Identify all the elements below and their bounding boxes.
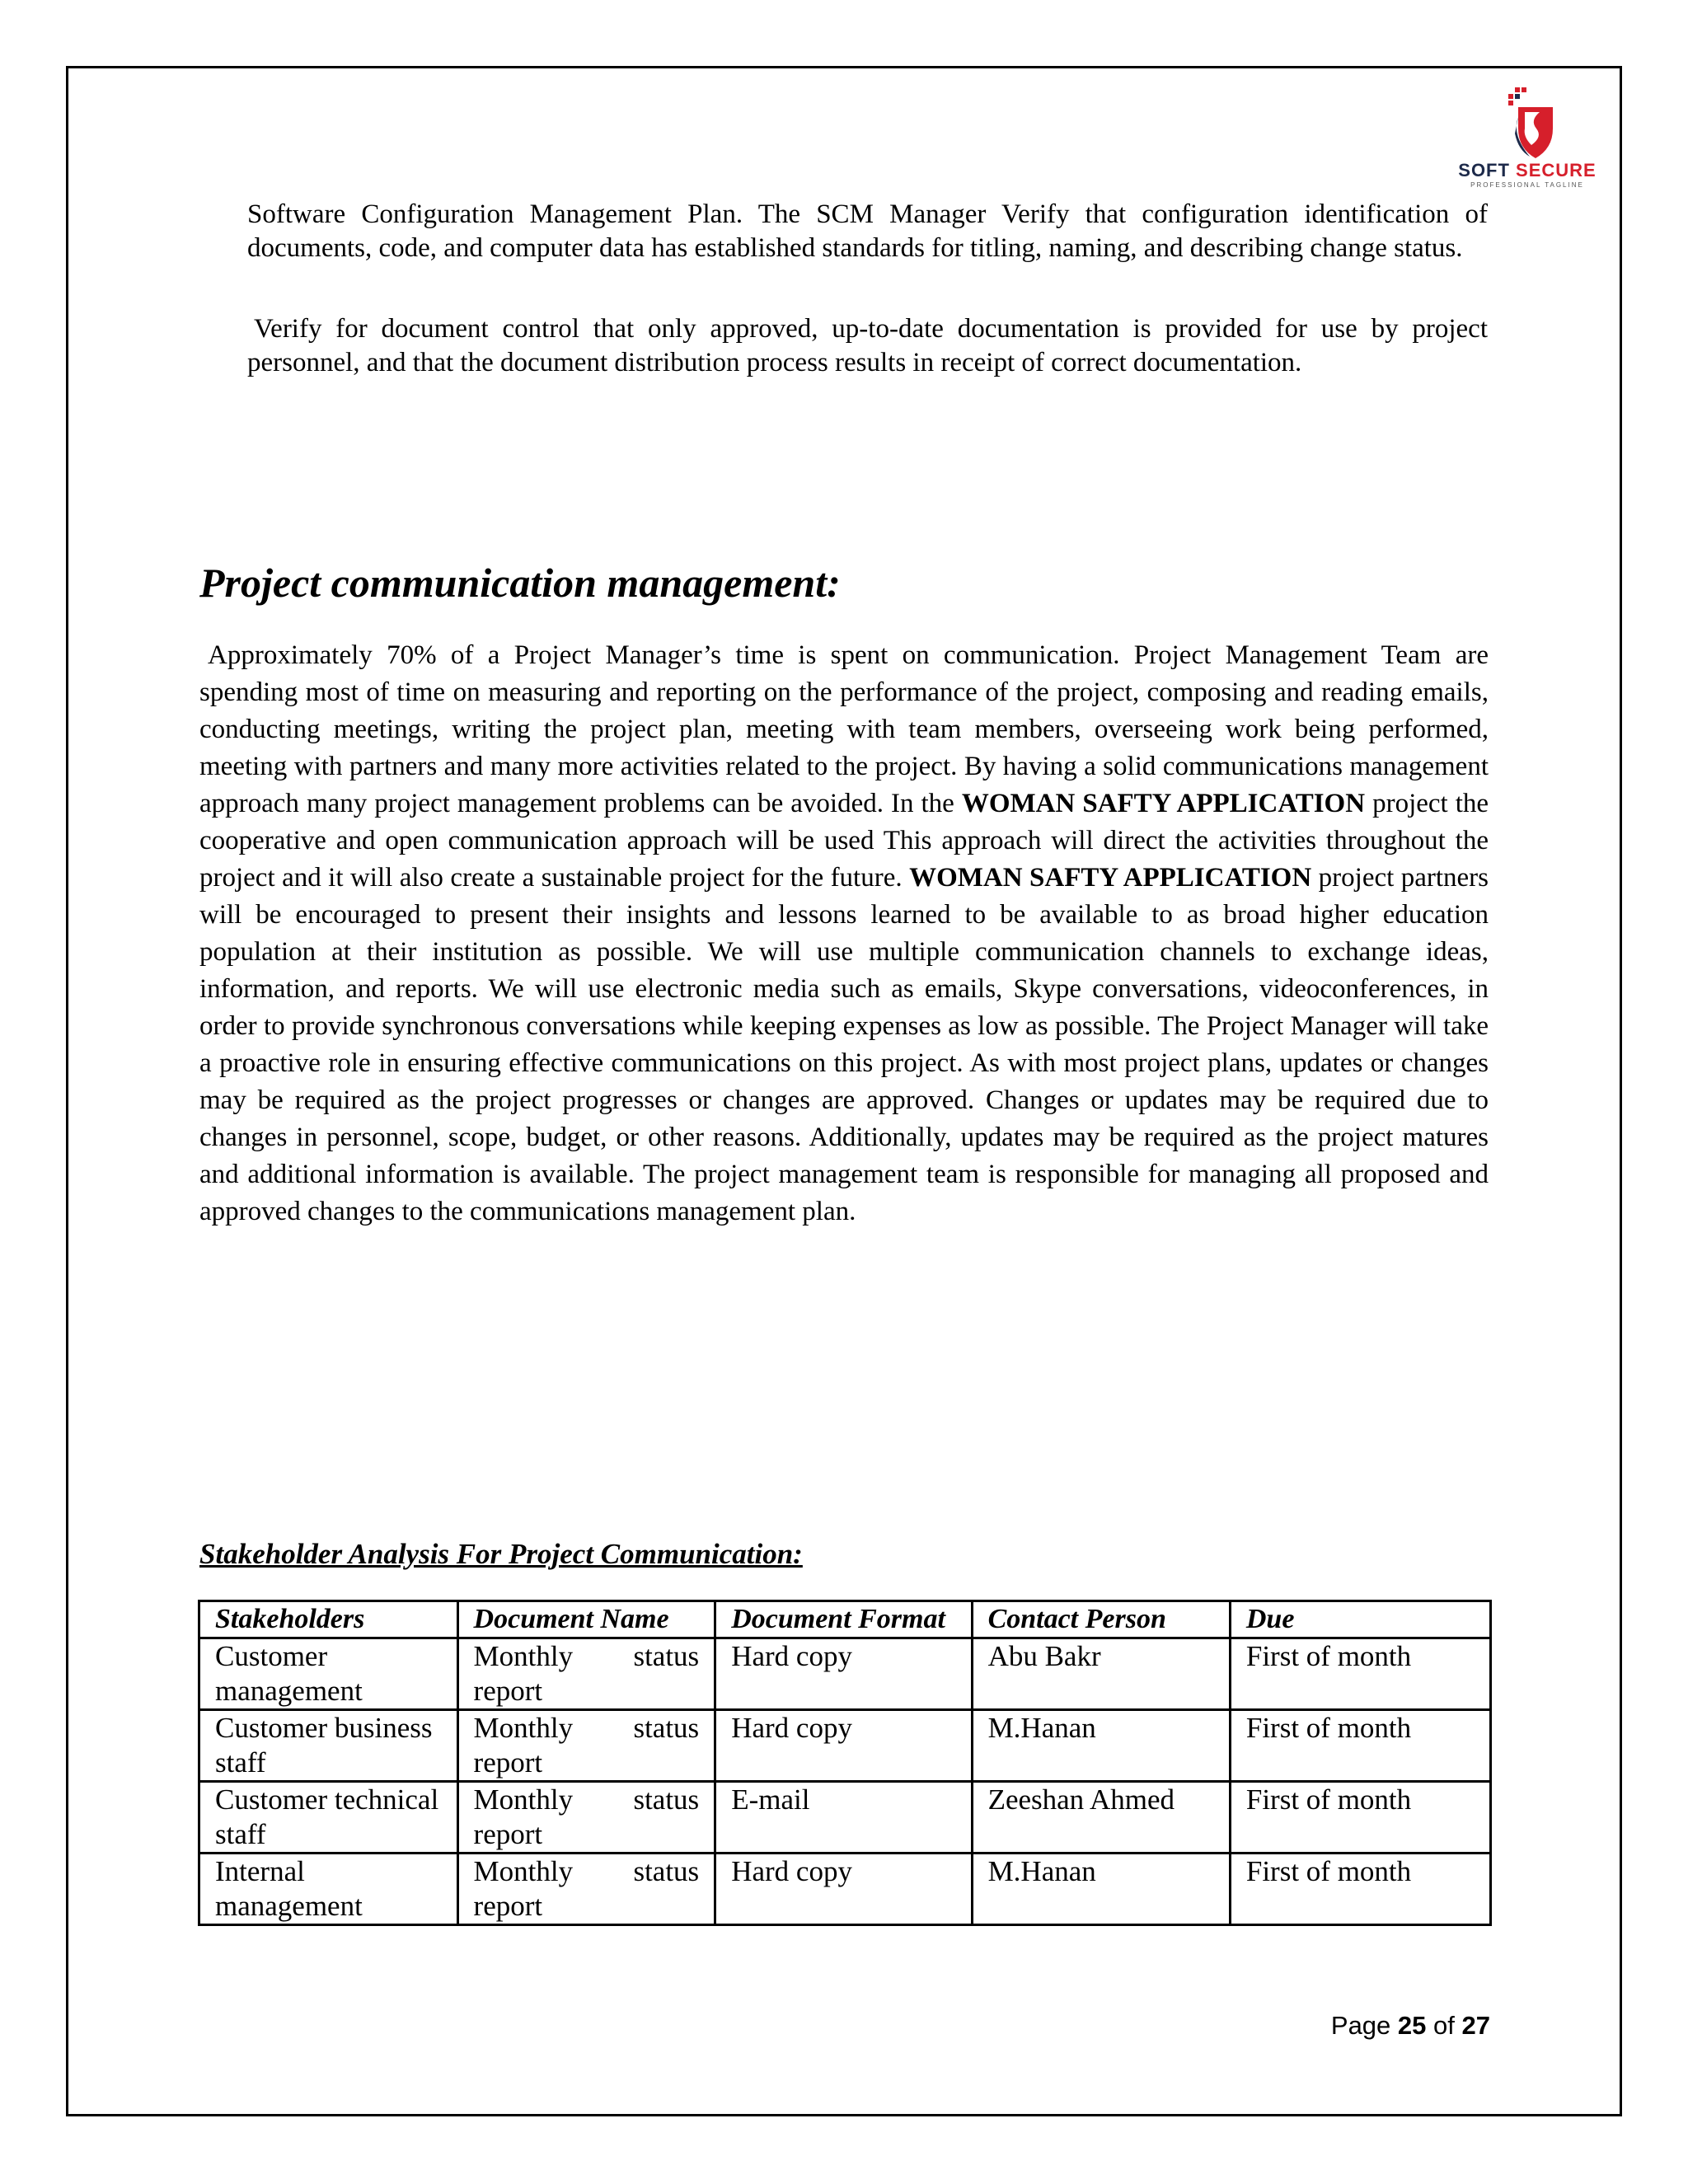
cell-contact-person: M.Hanan: [972, 1854, 1230, 1925]
table-row: [199, 1854, 1491, 1925]
of-word: of: [1433, 2011, 1455, 2040]
doc-name-word-2: status: [633, 1783, 700, 1816]
communication-paragraph: [199, 637, 1489, 1230]
cell-document-name: [457, 1854, 715, 1925]
soft-secure-logo: [1432, 84, 1622, 191]
intro-paragraph-2: [247, 312, 1488, 380]
cell-due: First of month: [1230, 1854, 1490, 1925]
doc-name-word-1: Monthly: [473, 1783, 574, 1816]
cell-contact-person: Abu Bakr: [972, 1638, 1230, 1710]
paragraph-text-c: project partners will be encouraged to present their insights and lessons learned to be available to as broad higher education population at their institution as possible. We will use multiple communication channels to exchange ideas, information, and reports. We will use electronic media such as emails, Skype conversations, videoconferences, in order to provide synchronous conversations while keeping expenses as low as possible. The Project Manager will take a proactive role in ensuring effective communications on this project. As with most project plans, updates or changes may be required as the project progresses or changes are approved. Changes or updates may be required due to changes in personnel, scope, budget, or other reasons. Additionally, updates may be required as the project matures and additional information is available. The project management team is responsible for managing all proposed and approved changes to the communications management plan.: [199, 863, 1489, 1226]
total-pages: 27: [1461, 2011, 1490, 2040]
table-header-row: [199, 1601, 1491, 1638]
cell-document-format: Hard copy: [715, 1710, 972, 1782]
header-due: Due: [1230, 1601, 1490, 1638]
section-heading: Project communication management:: [199, 560, 841, 606]
doc-name-word-3: report: [473, 1890, 543, 1922]
table-title: Stakeholder Analysis For Project Communication:: [199, 1538, 803, 1570]
cell-contact-person: Zeeshan Ahmed: [972, 1782, 1230, 1854]
current-page: 25: [1397, 2011, 1427, 2040]
cell-due: First of month: [1230, 1638, 1490, 1710]
doc-name-word-1: Monthly: [473, 1855, 574, 1887]
doc-name-word-1: Monthly: [473, 1640, 574, 1672]
header-document-format: Document Format: [715, 1601, 972, 1638]
doc-name-word-2: status: [633, 1712, 700, 1744]
cell-due: First of month: [1230, 1710, 1490, 1782]
logo-tagline: PROFESSIONAL TAGLINE: [1470, 181, 1584, 189]
cell-stakeholder: Customer business staff: [199, 1710, 458, 1782]
cell-document-name: [457, 1710, 715, 1782]
table-row: [199, 1638, 1491, 1710]
logo-name: SOFT SECURE: [1458, 160, 1597, 180]
doc-name-word-2: status: [633, 1640, 700, 1672]
cell-document-format: E-mail: [715, 1782, 972, 1854]
doc-name-word-3: report: [473, 1675, 543, 1707]
project-name-bold-2: WOMAN SAFTY APPLICATION: [909, 863, 1312, 893]
cell-stakeholder: Internal management: [199, 1854, 458, 1925]
paragraph-text-a: Approximately 70% of a Project Manager’s time is spent on communication. Project Management Team are spending most of time on measuring and reporting on the performance of the project, composing and reading emails, conducting meetings, writing the project plan, meeting with team members, overseeing work being performed, meeting with partners and many more activities related to the project. By having a solid communications management approach many project management problems can be avoided. In the: [199, 640, 1489, 818]
shield-logo-icon: [1432, 84, 1622, 160]
page-word: Page: [1330, 2011, 1391, 2040]
cell-stakeholder: Customer management: [199, 1638, 458, 1710]
cell-due: First of month: [1230, 1782, 1490, 1854]
cell-document-name: [457, 1782, 715, 1854]
cell-document-format: Hard copy: [715, 1638, 972, 1710]
intro-paragraph-2-text: Verify for document control that only approved, up-to-date documentation is provided for use by project personnel, and that the document distribution process results in receipt of correct documentation.: [247, 314, 1488, 377]
project-name-bold-1: WOMAN SAFTY APPLICATION: [961, 789, 1366, 818]
cell-document-name: [457, 1638, 715, 1710]
intro-paragraph-1: Software Configuration Management Plan. The SCM Manager Verify that configuration identification of documents, code, and computer data has established standards for titling, naming, and describing change status.: [247, 199, 1488, 263]
cell-contact-person: M.Hanan: [972, 1710, 1230, 1782]
doc-name-word-3: report: [473, 1818, 543, 1850]
stakeholder-table: [198, 1600, 1492, 1926]
doc-name-word-3: report: [473, 1746, 543, 1779]
table-row: [199, 1782, 1491, 1854]
cell-document-format: Hard copy: [715, 1854, 972, 1925]
page-number: [1331, 2011, 1490, 2041]
doc-name-word-1: Monthly: [473, 1712, 574, 1744]
table-row: [199, 1710, 1491, 1782]
header-document-name: Document Name: [457, 1601, 715, 1638]
doc-name-word-2: status: [633, 1855, 700, 1887]
paragraph-text-b: project the cooperative and open communication approach will be used This approach will direct the activities throughout the project and it will also create a sustainable project for the future.: [199, 789, 1489, 893]
header-contact-person: Contact Person: [972, 1601, 1230, 1638]
cell-stakeholder: Customer technical staff: [199, 1782, 458, 1854]
header-stakeholders: Stakeholders: [199, 1601, 458, 1638]
